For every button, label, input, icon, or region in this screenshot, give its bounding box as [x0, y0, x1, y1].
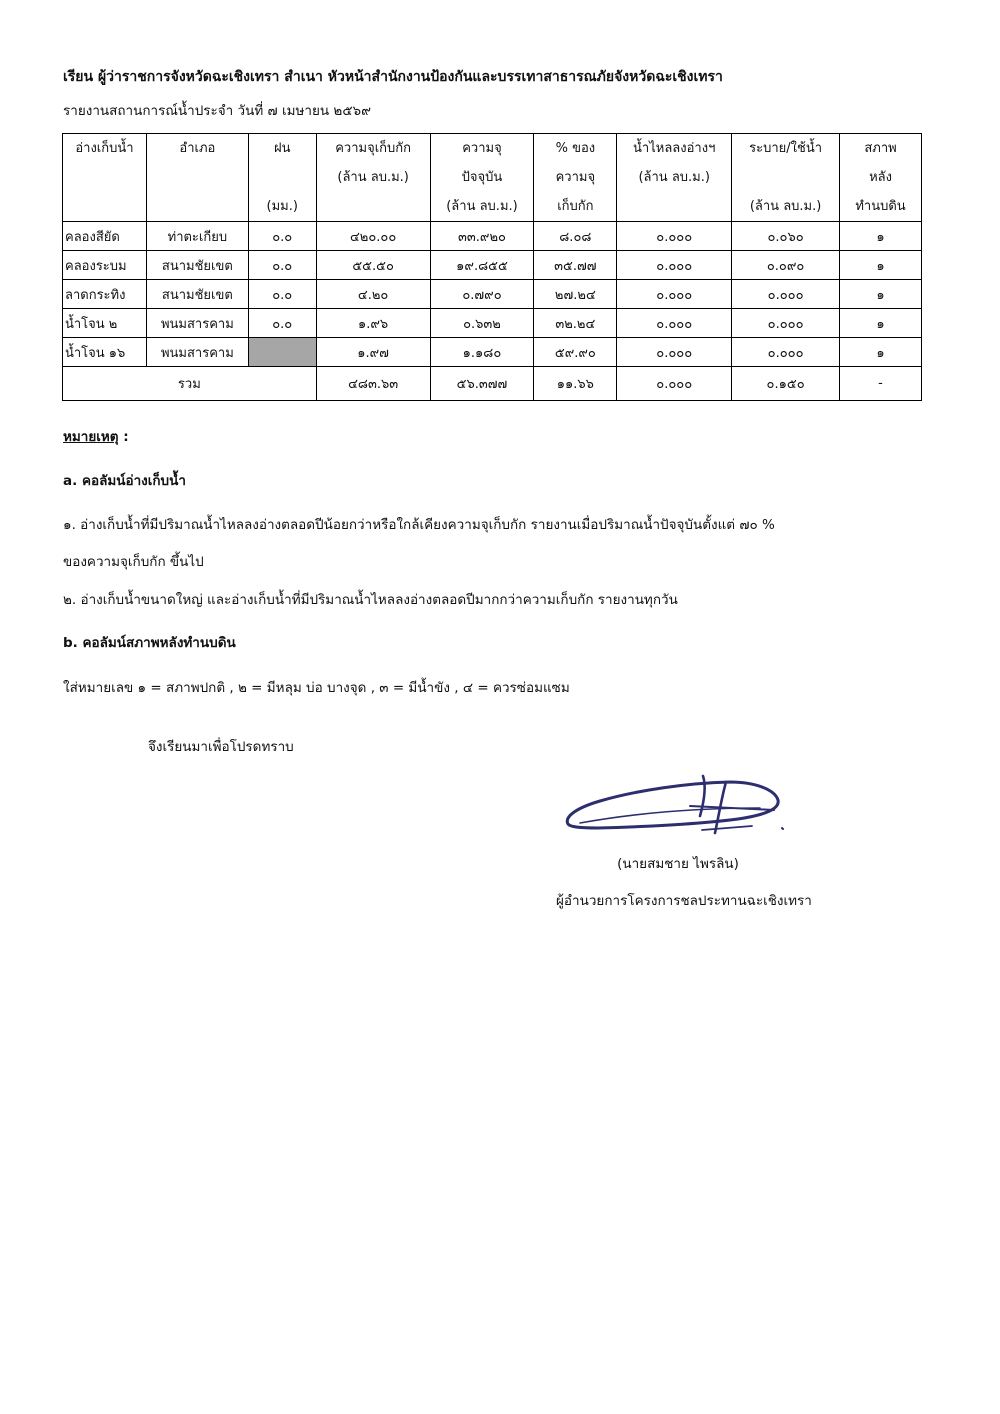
- cell-district: สนามชัยเขต: [146, 280, 248, 309]
- signer-title: ผู้อำนวยการโครงการชลประทานฉะเชิงเทรา: [556, 893, 812, 909]
- cell-capacity: ๑.๙๖: [316, 309, 430, 338]
- table-row: [63, 309, 922, 338]
- cell-reservoir: คลองระบม: [63, 251, 147, 280]
- cell-inflow: ๐.๐๐๐: [617, 280, 732, 309]
- cell-district: พนมสารคาม: [146, 309, 248, 338]
- section-a-item-2: ๒. อ่างเก็บน้ำขนาดใหญ่ และอ่างเก็บน้ำที่มีปริมาณน้ำไหลลงอ่างตลอดปีมากกว่าความเก็บกัก รายงานทุกวัน: [63, 592, 678, 608]
- cell-rain-shaded: [248, 338, 316, 367]
- cell-current: ๐.๖๓๒: [430, 309, 534, 338]
- cell-reservoir: คลองสียัด: [63, 222, 147, 251]
- cell-reservoir: ลาดกระทิง: [63, 280, 147, 309]
- cell-reservoir: น้ำโจน ๑๖: [63, 338, 147, 367]
- cell-district: พนมสารคาม: [146, 338, 248, 367]
- cell-rain: ๐.๐: [248, 222, 316, 251]
- cell-release: ๐.๐๙๐: [732, 251, 840, 280]
- addressee-line: เรียน ผู้ว่าราชการจังหวัดฉะเชิงเทรา สำเนา หัวหน้าสำนักงานป้องกันและบรรเทาสาธารณภัยจังหวัดฉะเชิงเทรา: [63, 69, 723, 85]
- cell-inflow: ๐.๐๐๐: [617, 251, 732, 280]
- cell-district: สนามชัยเขต: [146, 251, 248, 280]
- header-release: ระบาย/ใช้น้ำ (ล้าน ลบ.ม.): [732, 134, 840, 222]
- report-subtitle: รายงานสถานการณ์น้ำประจำ วันที่ ๗ เมษายน ๒๕๖๙: [63, 103, 371, 119]
- header-district: อำเภอ: [146, 134, 248, 222]
- cell-inflow: ๐.๐๐๐: [617, 309, 732, 338]
- cell-condition: ๑: [840, 309, 922, 338]
- table-row: [63, 338, 922, 367]
- cell-release: ๐.๐๐๐: [732, 338, 840, 367]
- header-rain: ฝน (มม.): [248, 134, 316, 222]
- section-b-text: ใส่หมายเลข ๑ = สภาพปกติ , ๒ = มีหลุม บ่อ บางจุด , ๓ = มีน้ำขัง , ๔ = ควรซ่อมแซม: [63, 680, 570, 696]
- cell-current: ๑.๑๘๐: [430, 338, 534, 367]
- section-a-item-1-cont: ของความจุเก็บกัก ขึ้นไป: [63, 554, 204, 570]
- cell-current: ๓๓.๙๒๐: [430, 222, 534, 251]
- cell-inflow: ๐.๐๐๐: [617, 338, 732, 367]
- section-a-item-1: ๑. อ่างเก็บน้ำที่มีปริมาณน้ำไหลลงอ่างตลอดปีน้อยกว่าหรือใกล้เคียงความจุเก็บกัก รายงานเมื่อปริมาณน้ำปัจจุบันตั้งแต่ ๗๐ %: [63, 517, 775, 533]
- cell-condition: ๑: [840, 280, 922, 309]
- header-reservoir: อ่างเก็บน้ำ: [63, 134, 147, 222]
- cell-reservoir: น้ำโจน ๒: [63, 309, 147, 338]
- table-row: [63, 280, 922, 309]
- cell-percent: ๒๗.๒๔: [534, 280, 617, 309]
- cell-capacity: ๔๒๐.๐๐: [316, 222, 430, 251]
- cell-rain: ๐.๐: [248, 251, 316, 280]
- table-row: [63, 222, 922, 251]
- cell-total-percent: ๑๑.๖๖: [534, 367, 617, 401]
- table-row: [63, 251, 922, 280]
- header-condition: สภาพ หลัง ทำนบดิน: [840, 134, 922, 222]
- cell-total-label: รวม: [63, 367, 317, 401]
- section-a-heading: a. คอลัมน์อ่างเก็บน้ำ: [63, 473, 186, 489]
- header-percent: % ของ ความจุ เก็บกัก: [534, 134, 617, 222]
- cell-percent: ๘.๐๘: [534, 222, 617, 251]
- cell-inflow: ๐.๐๐๐: [617, 222, 732, 251]
- cell-current: ๑๙.๘๕๕: [430, 251, 534, 280]
- table-header-row: [63, 134, 922, 222]
- cell-percent: ๓๒.๒๔: [534, 309, 617, 338]
- signature-image: [560, 770, 790, 840]
- signer-name: (นายสมชาย ไพรลิน): [617, 856, 739, 872]
- section-b-heading: b. คอลัมน์สภาพหลังทำนบดิน: [63, 635, 236, 651]
- cell-percent: ๕๙.๙๐: [534, 338, 617, 367]
- cell-percent: ๓๕.๗๗: [534, 251, 617, 280]
- cell-rain: ๐.๐: [248, 280, 316, 309]
- cell-condition: ๑: [840, 222, 922, 251]
- cell-district: ท่าตะเกียบ: [146, 222, 248, 251]
- cell-condition: ๑: [840, 251, 922, 280]
- cell-current: ๐.๗๙๐: [430, 280, 534, 309]
- cell-capacity: ๕๕.๕๐: [316, 251, 430, 280]
- cell-total-release: ๐.๑๕๐: [732, 367, 840, 401]
- remarks-heading: หมายเหตุ :: [63, 429, 129, 445]
- cell-rain: ๐.๐: [248, 309, 316, 338]
- header-current: ความจุ ปัจจุบัน (ล้าน ลบ.ม.): [430, 134, 534, 222]
- header-inflow: น้ำไหลลงอ่างฯ (ล้าน ลบ.ม.): [617, 134, 732, 222]
- cell-release: ๐.๐๐๐: [732, 280, 840, 309]
- cell-total-condition: -: [840, 367, 922, 401]
- cell-release: ๐.๐๐๐: [732, 309, 840, 338]
- cell-total-current: ๕๖.๓๗๗: [430, 367, 534, 401]
- closing-line: จึงเรียนมาเพื่อโปรดทราบ: [148, 739, 294, 755]
- water-report-table: [62, 133, 922, 401]
- cell-release: ๐.๐๖๐: [732, 222, 840, 251]
- cell-capacity: ๔.๒๐: [316, 280, 430, 309]
- cell-capacity: ๑.๙๗: [316, 338, 430, 367]
- cell-condition: ๑: [840, 338, 922, 367]
- table-total-row: [63, 367, 922, 401]
- header-capacity: ความจุเก็บกัก (ล้าน ลบ.ม.): [316, 134, 430, 222]
- cell-total-capacity: ๔๘๓.๖๓: [316, 367, 430, 401]
- cell-total-inflow: ๐.๐๐๐: [617, 367, 732, 401]
